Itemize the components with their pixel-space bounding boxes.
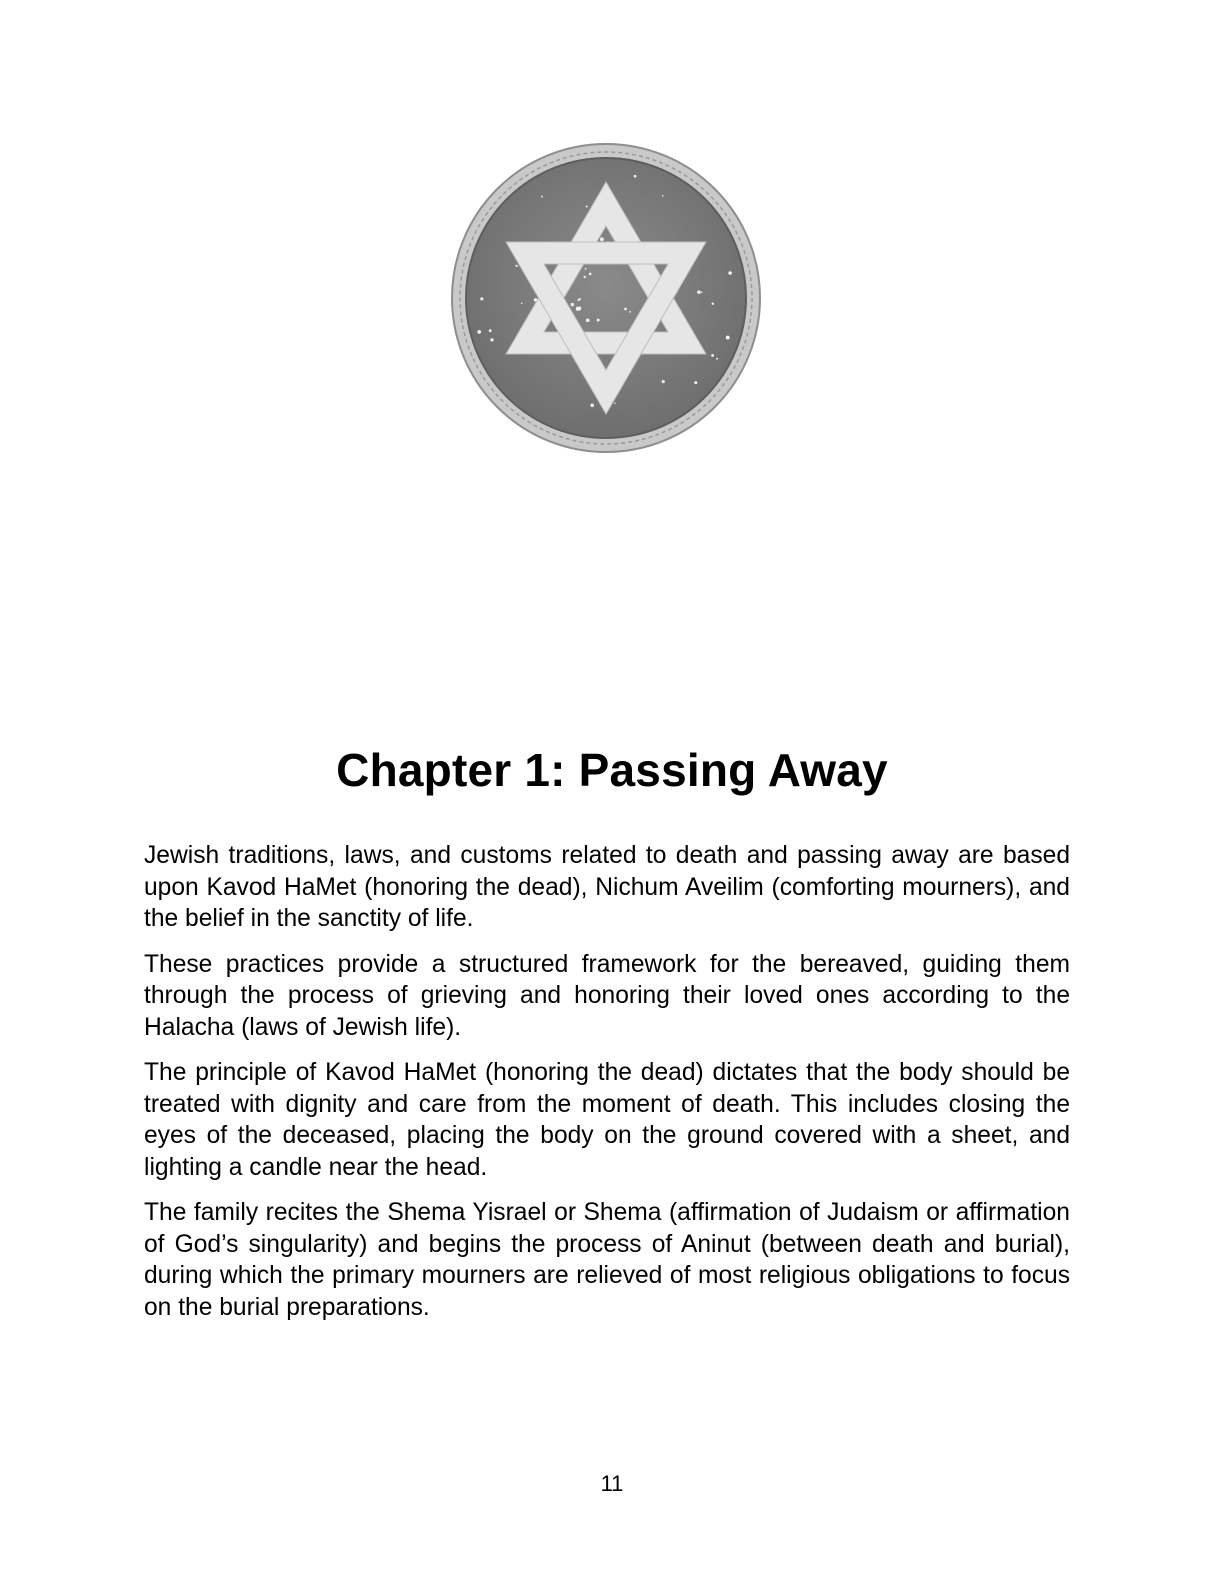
sparkle bbox=[694, 381, 697, 384]
page-number: 11 bbox=[600, 1471, 624, 1496]
sparkle bbox=[629, 311, 631, 313]
sparkle bbox=[728, 271, 732, 275]
sparkle bbox=[585, 268, 587, 270]
sparkle bbox=[490, 338, 493, 341]
sparkle bbox=[489, 329, 492, 332]
sparkle bbox=[697, 290, 701, 294]
sparkle bbox=[711, 354, 714, 357]
sparkle bbox=[577, 307, 581, 311]
sparkle bbox=[597, 319, 600, 322]
sparkle bbox=[712, 302, 714, 304]
sparkle bbox=[600, 237, 604, 241]
sparkle bbox=[662, 195, 664, 197]
sparkle bbox=[480, 297, 483, 300]
paragraph: These practices provide a structured framework for the bereaved, guiding them through the process of grieving and honoring their loved ones according to the Halacha (laws of Jewish life). bbox=[144, 950, 1070, 1041]
sparkle bbox=[634, 175, 637, 178]
star-of-david-emblem bbox=[450, 142, 762, 454]
sparkle bbox=[578, 299, 580, 301]
paragraph: Jewish traditions, laws, and customs related to death and passing away are based upon Kavod HaMet (honoring the dead), Nichum Aveilim (comforting mourners), and the belief in the sanctity of life. bbox=[144, 842, 1070, 932]
sparkle bbox=[586, 206, 588, 208]
sparkle bbox=[541, 196, 543, 198]
sparkle bbox=[662, 380, 665, 383]
sparkle bbox=[584, 276, 586, 278]
star-of-david-icon bbox=[450, 142, 762, 454]
sparkle bbox=[521, 302, 523, 304]
sparkle bbox=[590, 404, 594, 408]
sparkle bbox=[571, 303, 574, 306]
sparkle bbox=[716, 358, 718, 360]
sparkle bbox=[726, 336, 730, 340]
sparkle bbox=[614, 402, 616, 404]
sparkle bbox=[624, 308, 627, 311]
sparkle bbox=[477, 330, 481, 334]
sparkle bbox=[586, 318, 590, 322]
paragraph: The principle of Kavod HaMet (honoring the dead) dictates that the body should be treated with dignity and care from the moment of death. This includes closing the eyes of the deceased, placing the body on the ground covered with a sheet, and lighting a candle near the head. bbox=[144, 1059, 1070, 1181]
body-text bbox=[144, 840, 1070, 1337]
sparkle bbox=[701, 291, 703, 293]
chapter-title: Chapter 1: Passing Away bbox=[336, 744, 888, 796]
paragraph: The family recites the Shema Yisrael or Shema (affirmation of Judaism or affirmation of God’s singularity) and begins the process of Aninut (between death and burial), during which the primary mourners are relieved of most religious obligations to focus on the burial preparations. bbox=[144, 1199, 1070, 1321]
sparkle bbox=[515, 265, 517, 267]
sparkle bbox=[589, 273, 592, 276]
